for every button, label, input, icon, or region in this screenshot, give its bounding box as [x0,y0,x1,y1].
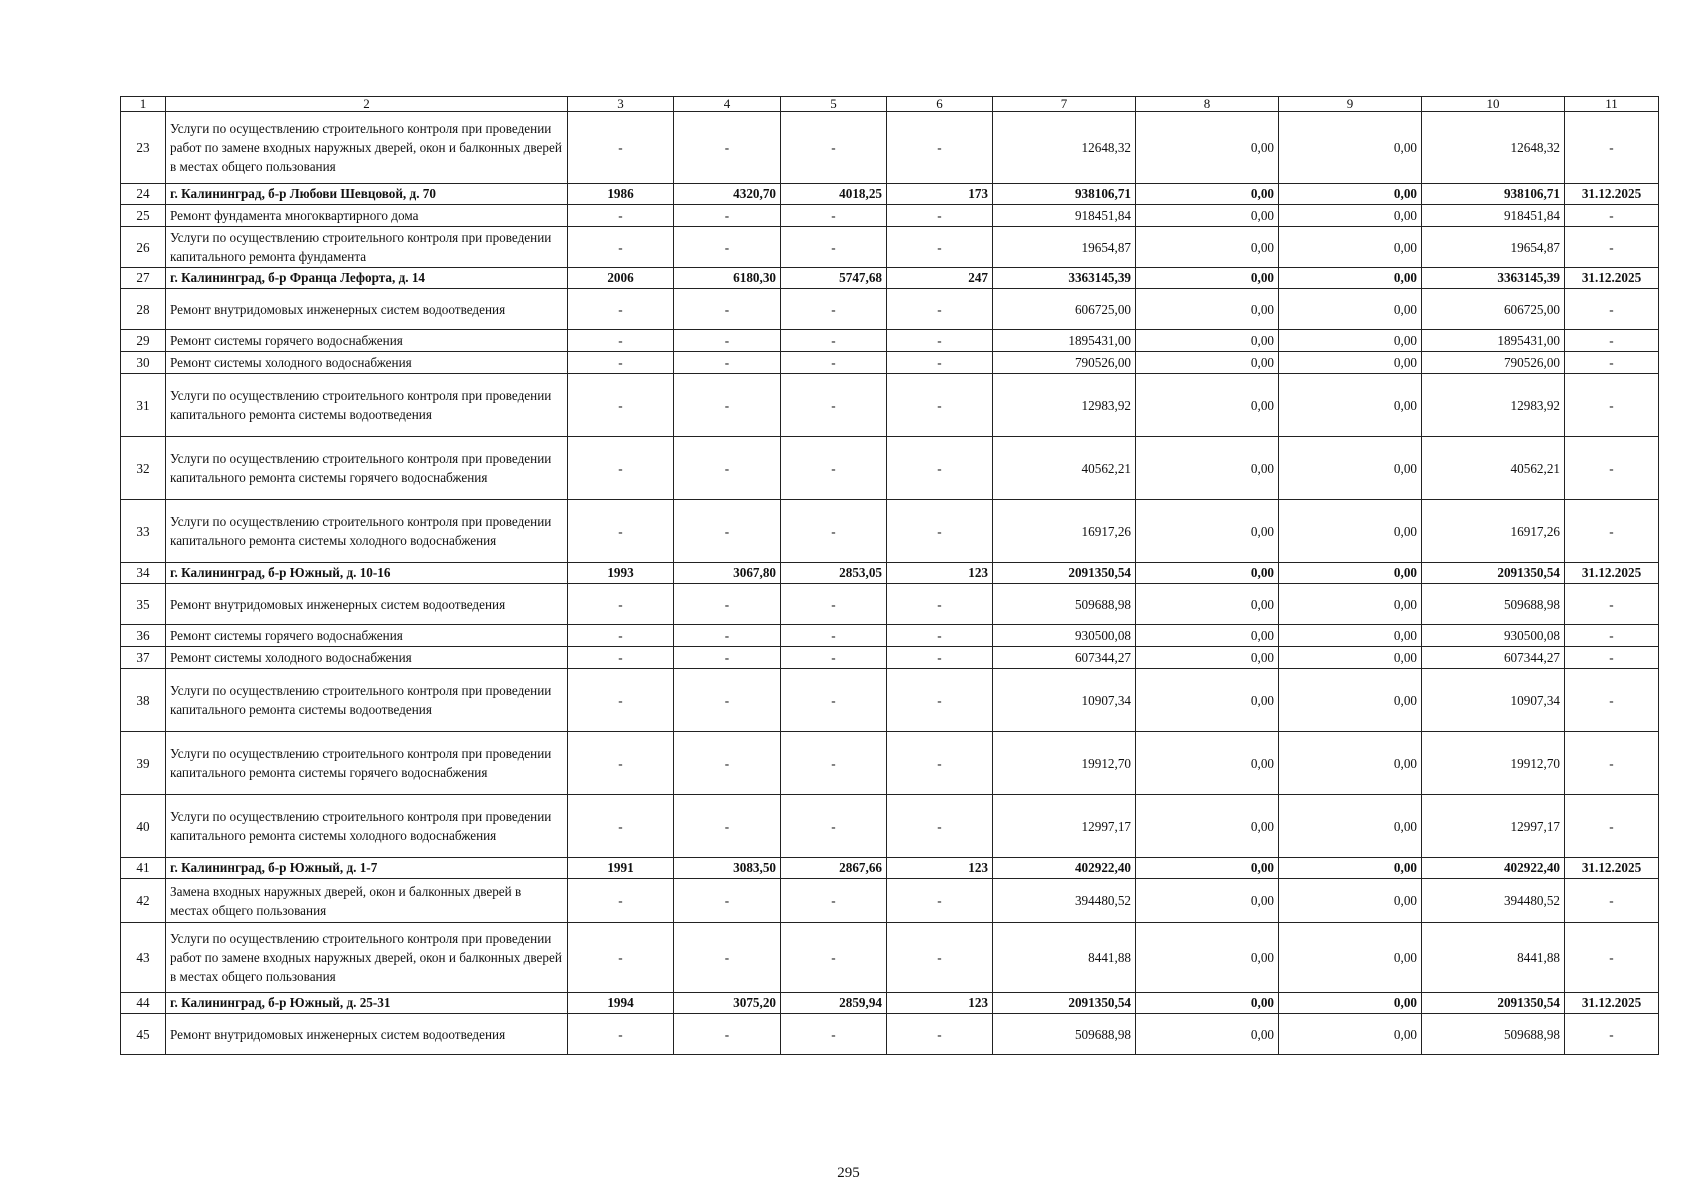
work-row [121,879,1659,923]
work-description-cell: Услуги по осуществлению строительного контроля при проведении капитального ремонта системы холодного водоснабжения [166,795,568,858]
budget-cost-cell: 0,00 [1279,500,1422,563]
budget-cost-cell: 0,00 [1279,923,1422,993]
total-area-cell: - [674,205,781,227]
row-number-cell: 40 [121,795,166,858]
completion-date-cell: - [1565,795,1659,858]
owner-cost-cell: 606725,00 [1422,289,1565,330]
col-header: 9 [1279,97,1422,112]
total-cost-cell: 19654,87 [993,227,1136,268]
living-area-cell: 4018,25 [781,184,887,205]
budget-cost-cell: 0,00 [1279,1014,1422,1055]
owner-cost-cell: 10907,34 [1422,669,1565,732]
total-area-cell: - [674,227,781,268]
row-number-cell: 25 [121,205,166,227]
build-year-cell: - [568,330,674,352]
living-area-cell: - [781,205,887,227]
living-area-cell: - [781,669,887,732]
work-row [121,374,1659,437]
work-description-cell: Ремонт внутридомовых инженерных систем водоотведения [166,1014,568,1055]
col-header: 4 [674,97,781,112]
fund-cost-cell: 0,00 [1136,227,1279,268]
total-cost-cell: 930500,08 [993,625,1136,647]
build-year-cell: - [568,227,674,268]
budget-cost-cell: 0,00 [1279,732,1422,795]
completion-date-cell: - [1565,330,1659,352]
build-year-cell: - [568,374,674,437]
living-area-cell: - [781,500,887,563]
row-number-cell: 26 [121,227,166,268]
living-area-cell: - [781,923,887,993]
total-cost-cell: 2091350,54 [993,993,1136,1014]
living-area-cell: - [781,374,887,437]
budget-cost-cell: 0,00 [1279,647,1422,669]
residents-cell: - [887,112,993,184]
completion-date-cell: - [1565,289,1659,330]
row-number-cell: 33 [121,500,166,563]
work-description-cell: Ремонт системы горячего водоснабжения [166,330,568,352]
total-area-cell: - [674,647,781,669]
row-number-cell: 31 [121,374,166,437]
total-area-cell: - [674,732,781,795]
total-area-cell: - [674,879,781,923]
owner-cost-cell: 16917,26 [1422,500,1565,563]
completion-date-cell: - [1565,112,1659,184]
owner-cost-cell: 8441,88 [1422,923,1565,993]
work-description-cell: Услуги по осуществлению строительного контроля при проведении капитального ремонта системы горячего водоснабжения [166,732,568,795]
owner-cost-cell: 1895431,00 [1422,330,1565,352]
budget-cost-cell: 0,00 [1279,289,1422,330]
residents-cell: - [887,795,993,858]
row-number-cell: 27 [121,268,166,289]
build-year-cell: - [568,352,674,374]
budget-cost-cell: 0,00 [1279,584,1422,625]
residents-cell: - [887,227,993,268]
completion-date-cell: - [1565,205,1659,227]
fund-cost-cell: 0,00 [1136,352,1279,374]
fund-cost-cell: 0,00 [1136,625,1279,647]
residents-cell: - [887,205,993,227]
col-header: 6 [887,97,993,112]
living-area-cell: - [781,352,887,374]
work-description-cell: Ремонт системы холодного водоснабжения [166,352,568,374]
completion-date-cell: - [1565,227,1659,268]
row-number-cell: 43 [121,923,166,993]
build-year-cell: - [568,625,674,647]
completion-date-cell: - [1565,647,1659,669]
completion-date-cell: - [1565,669,1659,732]
budget-cost-cell: 0,00 [1279,184,1422,205]
address-row [121,563,1659,584]
owner-cost-cell: 509688,98 [1422,584,1565,625]
residents-cell: - [887,732,993,795]
residents-cell: - [887,500,993,563]
col-header: 3 [568,97,674,112]
work-row [121,625,1659,647]
living-area-cell: - [781,437,887,500]
build-year-cell: - [568,112,674,184]
row-number-cell: 39 [121,732,166,795]
living-area-cell: 5747,68 [781,268,887,289]
col-header: 2 [166,97,568,112]
column-number-row [121,97,1659,112]
owner-cost-cell: 938106,71 [1422,184,1565,205]
fund-cost-cell: 0,00 [1136,289,1279,330]
completion-date-cell: 31.12.2025 [1565,993,1659,1014]
budget-cost-cell: 0,00 [1279,993,1422,1014]
build-year-cell: - [568,437,674,500]
total-cost-cell: 509688,98 [993,1014,1136,1055]
build-year-cell: - [568,1014,674,1055]
col-header: 10 [1422,97,1565,112]
fund-cost-cell: 0,00 [1136,879,1279,923]
budget-cost-cell: 0,00 [1279,112,1422,184]
living-area-cell: - [781,112,887,184]
total-area-cell: 4320,70 [674,184,781,205]
fund-cost-cell: 0,00 [1136,184,1279,205]
document-sheet [120,96,1658,1055]
living-area-cell: - [781,1014,887,1055]
row-number-cell: 36 [121,625,166,647]
completion-date-cell: 31.12.2025 [1565,858,1659,879]
work-row [121,330,1659,352]
living-area-cell: 2859,94 [781,993,887,1014]
work-description-cell: Услуги по осуществлению строительного контроля при проведении капитального ремонта системы водоотведения [166,669,568,732]
work-description-cell: г. Калининград, б-р Южный, д. 25-31 [166,993,568,1014]
living-area-cell: - [781,732,887,795]
budget-cost-cell: 0,00 [1279,563,1422,584]
total-area-cell: 3075,20 [674,993,781,1014]
work-description-cell: Услуги по осуществлению строительного контроля при проведении капитального ремонта системы холодного водоснабжения [166,500,568,563]
completion-date-cell: - [1565,625,1659,647]
completion-date-cell: - [1565,732,1659,795]
owner-cost-cell: 12997,17 [1422,795,1565,858]
work-description-cell: г. Калининград, б-р Любови Шевцовой, д. 70 [166,184,568,205]
build-year-cell: - [568,669,674,732]
build-year-cell: 2006 [568,268,674,289]
total-cost-cell: 3363145,39 [993,268,1136,289]
total-area-cell: - [674,330,781,352]
residents-cell: 247 [887,268,993,289]
budget-cost-cell: 0,00 [1279,858,1422,879]
fund-cost-cell: 0,00 [1136,669,1279,732]
work-description-cell: Услуги по осуществлению строительного контроля при проведении работ по замене входных наружных дверей, окон и балконных дверей в местах общего пользования [166,923,568,993]
col-header: 11 [1565,97,1659,112]
completion-date-cell: 31.12.2025 [1565,184,1659,205]
work-row [121,584,1659,625]
total-cost-cell: 394480,52 [993,879,1136,923]
completion-date-cell: - [1565,584,1659,625]
work-description-cell: г. Калининград, б-р Франца Лефорта, д. 14 [166,268,568,289]
work-description-cell: Ремонт системы горячего водоснабжения [166,625,568,647]
work-row [121,227,1659,268]
budget-cost-cell: 0,00 [1279,625,1422,647]
row-number-cell: 24 [121,184,166,205]
fund-cost-cell: 0,00 [1136,330,1279,352]
row-number-cell: 23 [121,112,166,184]
total-area-cell: - [674,374,781,437]
total-area-cell: 3083,50 [674,858,781,879]
living-area-cell: - [781,584,887,625]
work-description-cell: Ремонт внутридомовых инженерных систем водоотведения [166,289,568,330]
build-year-cell: - [568,923,674,993]
total-area-cell: - [674,289,781,330]
row-number-cell: 34 [121,563,166,584]
owner-cost-cell: 19912,70 [1422,732,1565,795]
residents-cell: - [887,625,993,647]
work-row [121,923,1659,993]
living-area-cell: - [781,879,887,923]
capital-repair-table [120,96,1659,1055]
row-number-cell: 41 [121,858,166,879]
completion-date-cell: - [1565,879,1659,923]
work-description-cell: Услуги по осуществлению строительного контроля при проведении капитального ремонта системы горячего водоснабжения [166,437,568,500]
owner-cost-cell: 2091350,54 [1422,993,1565,1014]
total-area-cell: - [674,437,781,500]
total-area-cell: - [674,112,781,184]
work-description-cell: г. Калининград, б-р Южный, д. 10-16 [166,563,568,584]
living-area-cell: - [781,227,887,268]
row-number-cell: 38 [121,669,166,732]
residents-cell: - [887,923,993,993]
fund-cost-cell: 0,00 [1136,374,1279,437]
budget-cost-cell: 0,00 [1279,205,1422,227]
total-area-cell: 6180,30 [674,268,781,289]
budget-cost-cell: 0,00 [1279,374,1422,437]
build-year-cell: - [568,732,674,795]
row-number-cell: 42 [121,879,166,923]
fund-cost-cell: 0,00 [1136,647,1279,669]
fund-cost-cell: 0,00 [1136,563,1279,584]
build-year-cell: - [568,879,674,923]
fund-cost-cell: 0,00 [1136,437,1279,500]
owner-cost-cell: 509688,98 [1422,1014,1565,1055]
fund-cost-cell: 0,00 [1136,993,1279,1014]
row-number-cell: 30 [121,352,166,374]
budget-cost-cell: 0,00 [1279,437,1422,500]
total-cost-cell: 19912,70 [993,732,1136,795]
owner-cost-cell: 19654,87 [1422,227,1565,268]
fund-cost-cell: 0,00 [1136,795,1279,858]
owner-cost-cell: 790526,00 [1422,352,1565,374]
total-area-cell: - [674,1014,781,1055]
row-number-cell: 37 [121,647,166,669]
address-row [121,184,1659,205]
build-year-cell: - [568,205,674,227]
total-cost-cell: 40562,21 [993,437,1136,500]
total-cost-cell: 10907,34 [993,669,1136,732]
total-cost-cell: 938106,71 [993,184,1136,205]
owner-cost-cell: 12983,92 [1422,374,1565,437]
owner-cost-cell: 930500,08 [1422,625,1565,647]
residents-cell: - [887,289,993,330]
residents-cell: 123 [887,858,993,879]
total-cost-cell: 402922,40 [993,858,1136,879]
address-row [121,268,1659,289]
work-description-cell: Ремонт системы холодного водоснабжения [166,647,568,669]
build-year-cell: 1991 [568,858,674,879]
completion-date-cell: - [1565,437,1659,500]
build-year-cell: 1986 [568,184,674,205]
owner-cost-cell: 607344,27 [1422,647,1565,669]
owner-cost-cell: 3363145,39 [1422,268,1565,289]
work-row [121,669,1659,732]
fund-cost-cell: 0,00 [1136,268,1279,289]
owner-cost-cell: 2091350,54 [1422,563,1565,584]
work-row [121,732,1659,795]
col-header: 8 [1136,97,1279,112]
work-row [121,1014,1659,1055]
completion-date-cell: 31.12.2025 [1565,563,1659,584]
work-description-cell: г. Калининград, б-р Южный, д. 1-7 [166,858,568,879]
residents-cell: - [887,584,993,625]
owner-cost-cell: 918451,84 [1422,205,1565,227]
work-row [121,437,1659,500]
total-cost-cell: 918451,84 [993,205,1136,227]
build-year-cell: 1994 [568,993,674,1014]
total-cost-cell: 12997,17 [993,795,1136,858]
fund-cost-cell: 0,00 [1136,584,1279,625]
col-header: 5 [781,97,887,112]
total-cost-cell: 8441,88 [993,923,1136,993]
col-header: 1 [121,97,166,112]
total-area-cell: - [674,500,781,563]
completion-date-cell: - [1565,1014,1659,1055]
work-row [121,289,1659,330]
work-description-cell: Услуги по осуществлению строительного контроля при проведении капитального ремонта системы водоотведения [166,374,568,437]
residents-cell: - [887,437,993,500]
work-description-cell: Ремонт фундамента многоквартирного дома [166,205,568,227]
total-cost-cell: 607344,27 [993,647,1136,669]
fund-cost-cell: 0,00 [1136,1014,1279,1055]
fund-cost-cell: 0,00 [1136,500,1279,563]
residents-cell: - [887,1014,993,1055]
completion-date-cell: - [1565,352,1659,374]
living-area-cell: 2853,05 [781,563,887,584]
work-row [121,205,1659,227]
total-cost-cell: 2091350,54 [993,563,1136,584]
budget-cost-cell: 0,00 [1279,795,1422,858]
row-number-cell: 28 [121,289,166,330]
work-row [121,795,1659,858]
total-cost-cell: 16917,26 [993,500,1136,563]
col-header: 7 [993,97,1136,112]
residents-cell: 123 [887,563,993,584]
total-cost-cell: 509688,98 [993,584,1136,625]
total-area-cell: - [674,625,781,647]
living-area-cell: - [781,647,887,669]
build-year-cell: - [568,584,674,625]
build-year-cell: 1993 [568,563,674,584]
budget-cost-cell: 0,00 [1279,879,1422,923]
row-number-cell: 44 [121,993,166,1014]
fund-cost-cell: 0,00 [1136,858,1279,879]
owner-cost-cell: 394480,52 [1422,879,1565,923]
completion-date-cell: - [1565,923,1659,993]
work-row [121,647,1659,669]
total-area-cell: - [674,584,781,625]
row-number-cell: 35 [121,584,166,625]
fund-cost-cell: 0,00 [1136,112,1279,184]
row-number-cell: 45 [121,1014,166,1055]
budget-cost-cell: 0,00 [1279,330,1422,352]
build-year-cell: - [568,289,674,330]
residents-cell: - [887,352,993,374]
work-description-cell: Услуги по осуществлению строительного контроля при проведении капитального ремонта фундамента [166,227,568,268]
fund-cost-cell: 0,00 [1136,205,1279,227]
total-cost-cell: 1895431,00 [993,330,1136,352]
work-row [121,112,1659,184]
completion-date-cell: - [1565,374,1659,437]
page-number: 295 [837,1165,860,1181]
residents-cell: - [887,374,993,437]
work-description-cell: Ремонт внутридомовых инженерных систем водоотведения [166,584,568,625]
build-year-cell: - [568,500,674,563]
total-cost-cell: 790526,00 [993,352,1136,374]
living-area-cell: - [781,289,887,330]
total-cost-cell: 12648,32 [993,112,1136,184]
budget-cost-cell: 0,00 [1279,227,1422,268]
total-area-cell: 3067,80 [674,563,781,584]
total-area-cell: - [674,669,781,732]
completion-date-cell: 31.12.2025 [1565,268,1659,289]
living-area-cell: 2867,66 [781,858,887,879]
row-number-cell: 32 [121,437,166,500]
fund-cost-cell: 0,00 [1136,732,1279,795]
build-year-cell: - [568,795,674,858]
living-area-cell: - [781,625,887,647]
total-cost-cell: 12983,92 [993,374,1136,437]
total-cost-cell: 606725,00 [993,289,1136,330]
living-area-cell: - [781,795,887,858]
work-description-cell: Услуги по осуществлению строительного контроля при проведении работ по замене входных наружных дверей, окон и балконных дверей в местах общего пользования [166,112,568,184]
work-description-cell: Замена входных наружных дверей, окон и балконных дверей в местах общего пользования [166,879,568,923]
budget-cost-cell: 0,00 [1279,669,1422,732]
living-area-cell: - [781,330,887,352]
residents-cell: 173 [887,184,993,205]
fund-cost-cell: 0,00 [1136,923,1279,993]
total-area-cell: - [674,923,781,993]
residents-cell: - [887,330,993,352]
build-year-cell: - [568,647,674,669]
owner-cost-cell: 12648,32 [1422,112,1565,184]
residents-cell: - [887,669,993,732]
address-row [121,993,1659,1014]
address-row [121,858,1659,879]
residents-cell: - [887,879,993,923]
budget-cost-cell: 0,00 [1279,352,1422,374]
owner-cost-cell: 402922,40 [1422,858,1565,879]
owner-cost-cell: 40562,21 [1422,437,1565,500]
work-row [121,352,1659,374]
total-area-cell: - [674,352,781,374]
completion-date-cell: - [1565,500,1659,563]
row-number-cell: 29 [121,330,166,352]
residents-cell: 123 [887,993,993,1014]
work-row [121,500,1659,563]
total-area-cell: - [674,795,781,858]
budget-cost-cell: 0,00 [1279,268,1422,289]
residents-cell: - [887,647,993,669]
